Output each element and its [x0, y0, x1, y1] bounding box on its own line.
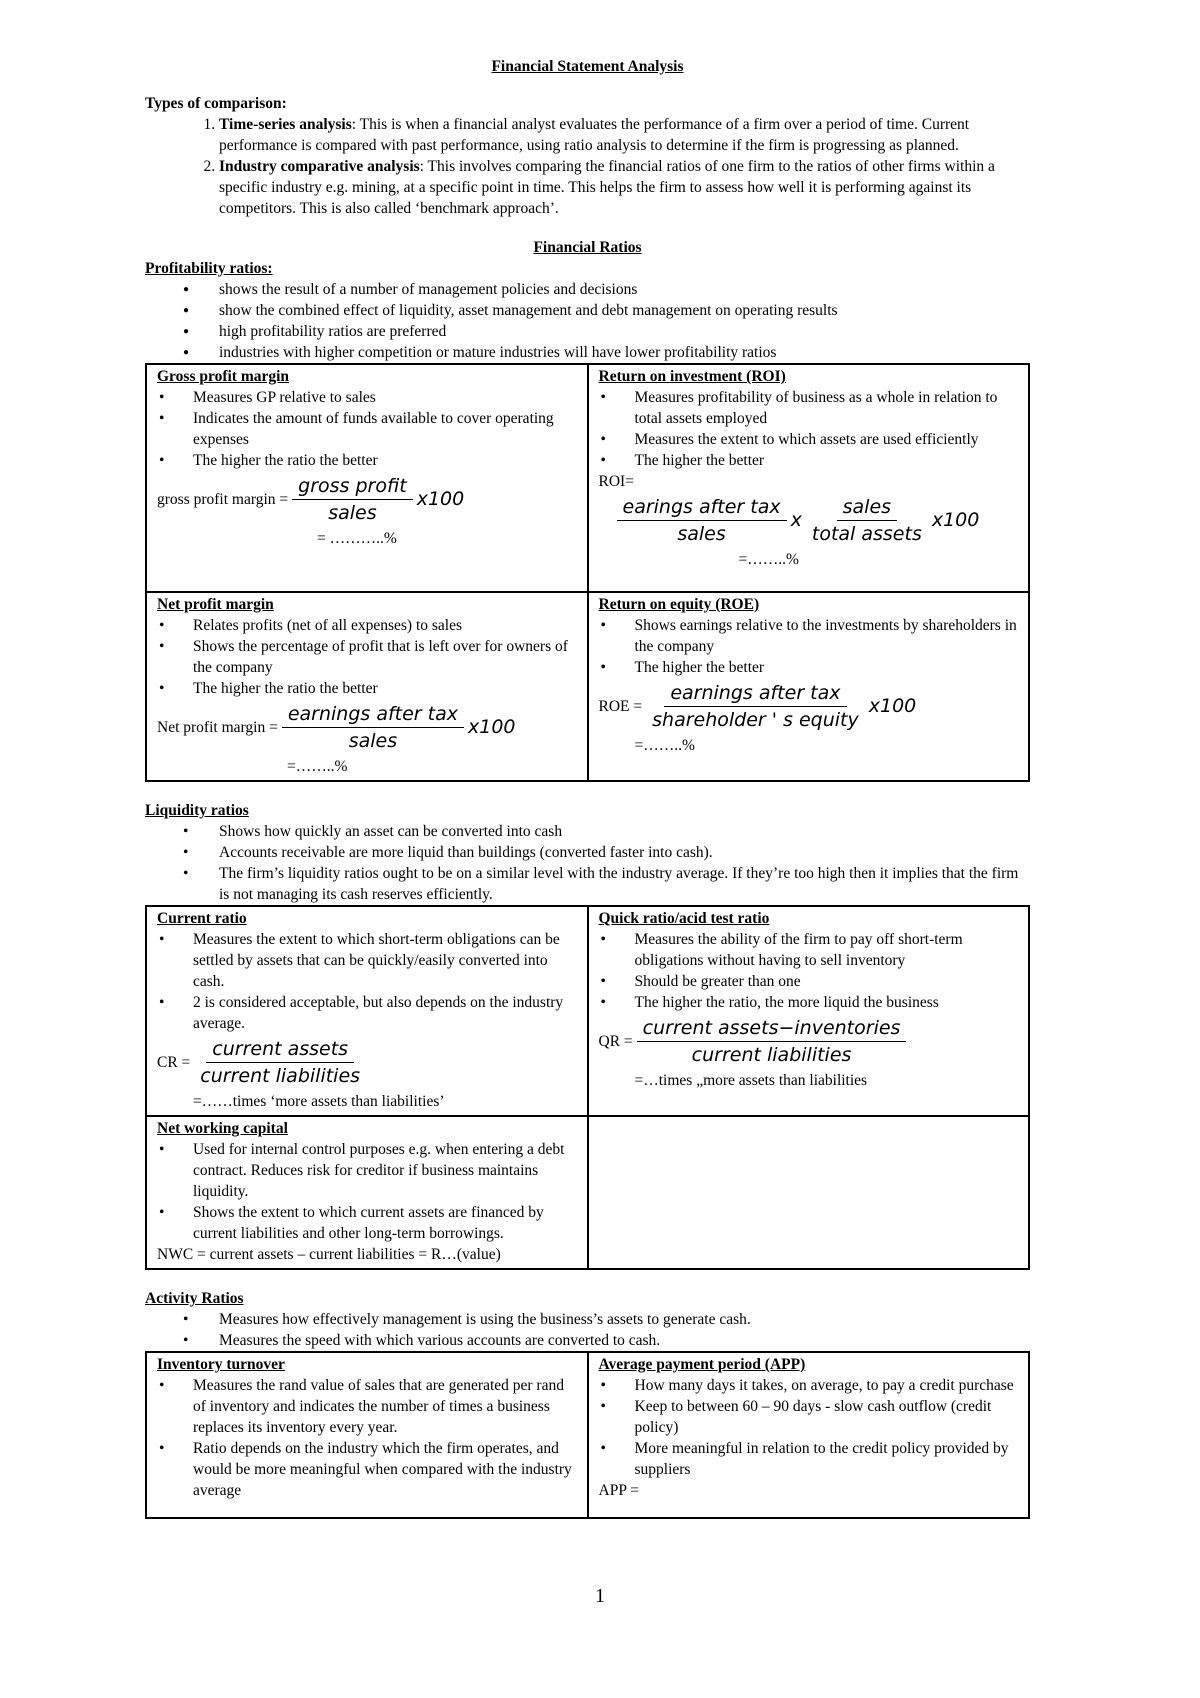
- list-item: • Measures the speed with which various accounts are converted to cash.: [219, 1330, 1030, 1351]
- roi-numerator-2: sales: [837, 494, 897, 521]
- roe-fraction: [646, 680, 865, 733]
- list-item: • The higher the ratio, the more liquid the business: [635, 992, 1021, 1013]
- list-item: • Should be greater than one: [635, 971, 1021, 992]
- nwc-bullets: [157, 1139, 579, 1244]
- list-item: ● high profitability ratios are preferred: [219, 321, 1030, 342]
- gpm-bullets: [157, 387, 579, 471]
- gpm-multiplier: x100: [416, 488, 465, 510]
- gpm-label: gross profit margin =: [157, 491, 289, 508]
- comparison-text: : This involves comparing the financial ratios of one firm to the ratios of other firms within a specific industry e.g. mining, at a specific point in time. This helps the firm to assess how well it is performing against its competitors. This is also called ‘benchmark approach’.: [219, 158, 995, 217]
- npm-numerator: earnings after tax: [282, 701, 464, 728]
- nwc-cell: [146, 1116, 588, 1269]
- app-formula: APP =: [598, 1482, 639, 1499]
- comparison-heading: Types of comparison:: [145, 95, 287, 112]
- list-item: • Measures the extent to which short-term obligations can be settled by assets that can be quickly/easily converted into cash.: [193, 929, 579, 992]
- qr-bullets: [599, 929, 1021, 1013]
- npm-fraction: [282, 701, 464, 754]
- liquidity-bullets: [145, 821, 1030, 905]
- list-item: • The higher the ratio the better: [193, 678, 579, 699]
- roi-label: ROI=: [598, 473, 634, 490]
- gpm-denominator: sales: [328, 502, 377, 524]
- profitability-heading: Profitability ratios:: [145, 260, 273, 277]
- cr-title: Current ratio: [157, 910, 247, 927]
- it-bullets: [157, 1375, 579, 1501]
- list-item: • Measures the ability of the firm to pay off short-term obligations without having to sell inventory: [635, 929, 1021, 971]
- list-item: • Shows earnings relative to the investments by shareholders in the company: [635, 615, 1021, 657]
- list-item: ● show the combined effect of liquidity, asset management and debt management on operating results: [219, 300, 1030, 321]
- list-item: • Measures the extent to which assets are used efficiently: [635, 429, 1021, 450]
- liquidity-heading: Liquidity ratios: [145, 802, 249, 819]
- comparison-list: [145, 114, 1030, 219]
- npm-result: =……..%: [287, 758, 348, 775]
- ratios-title: Financial Ratios: [533, 239, 642, 256]
- list-item: • Accounts receivable are more liquid than buildings (converted faster into cash).: [219, 842, 1030, 863]
- comparison-item: [219, 156, 1030, 219]
- roi-numerator-1: earings after tax: [617, 494, 787, 521]
- cr-denominator: current liabilities: [200, 1065, 361, 1087]
- comparison-item: [219, 114, 1030, 156]
- roi-denominator-2: total assets: [811, 523, 922, 545]
- roe-cell: [588, 592, 1030, 781]
- it-title: Inventory turnover: [157, 1356, 285, 1373]
- roe-bullets: [599, 615, 1021, 678]
- list-item: • Keep to between 60 – 90 days - slow cash outflow (credit policy): [635, 1396, 1021, 1438]
- gpm-numerator: gross profit: [292, 473, 413, 500]
- roe-label: ROE =: [598, 698, 643, 715]
- cr-cell: [146, 906, 588, 1116]
- list-item: ● shows the result of a number of management policies and decisions: [219, 279, 1030, 300]
- list-item: • Indicates the amount of funds available to cover operating expenses: [193, 408, 579, 450]
- gpm-fraction: [292, 473, 413, 526]
- roi-bullets: [599, 387, 1021, 471]
- app-cell: [588, 1352, 1030, 1518]
- list-item: • The firm’s liquidity ratios ought to be on a similar level with the industry average. If they’re too high then it implies that the firm is not managing its cash reserves efficiently.: [219, 863, 1030, 905]
- list-item: • 2 is considered acceptable, but also depends on the industry average.: [193, 992, 579, 1034]
- roe-numerator: earnings after tax: [664, 680, 846, 707]
- roi-title: Return on investment (ROI): [598, 368, 786, 385]
- roi-formula: [599, 494, 1021, 547]
- gpm-cell: [146, 364, 588, 592]
- app-title: Average payment period (APP): [598, 1356, 806, 1373]
- npm-formula: [157, 701, 579, 754]
- list-item: • Measures profitability of business as a whole in relation to total assets employed: [635, 387, 1021, 429]
- list-item: • Used for internal control purposes e.g. when entering a debt contract. Reduces risk for creditor if business maintains liquidity.: [193, 1139, 579, 1202]
- gpm-title: Gross profit margin: [157, 368, 290, 385]
- qr-formula: [599, 1015, 1021, 1068]
- npm-denominator: sales: [348, 730, 398, 752]
- gpm-formula: [157, 473, 579, 526]
- list-item: • Shows how quickly an asset can be converted into cash: [219, 821, 1030, 842]
- roi-times: x: [790, 509, 802, 531]
- list-item: ● industries with higher competition or mature industries will have lower profitability ratios: [219, 342, 1030, 363]
- roi-result: =……..%: [738, 551, 799, 568]
- nwc-title: Net working capital: [157, 1120, 288, 1137]
- roi-fraction-2: [806, 494, 928, 547]
- list-item: • How many days it takes, on average, to pay a credit purchase: [635, 1375, 1021, 1396]
- profitability-table: [145, 363, 1030, 782]
- empty-cell: [588, 1116, 1030, 1269]
- list-item: • Shows the extent to which current assets are financed by current liabilities and other long-term borrowings.: [193, 1202, 579, 1244]
- list-item: • Measures the rand value of sales that are generated per rand of inventory and indicates the number of times a business replaces its inventory every year.: [193, 1375, 579, 1438]
- list-item: • Relates profits (net of all expenses) to sales: [193, 615, 579, 636]
- roe-formula: [599, 680, 1021, 733]
- it-cell: [146, 1352, 588, 1518]
- list-item: • More meaningful in relation to the credit policy provided by suppliers: [635, 1438, 1021, 1480]
- list-item: • Measures how effectively management is using the business’s assets to generate cash.: [219, 1309, 1030, 1330]
- cr-result: =……times ‘more assets than liabilities’: [193, 1093, 445, 1110]
- roe-multiplier: x100: [868, 695, 917, 717]
- document-title: Financial Statement Analysis: [491, 58, 684, 75]
- comparison-text: : This is when a financial analyst evaluates the performance of a firm over a period of time. Current performance is compared with past performance, using ratio analysis to determine if the firm is progressing as planned.: [219, 116, 970, 154]
- npm-bullets: [157, 615, 579, 699]
- page-number: 1: [595, 1585, 605, 1607]
- activity-table: [145, 1351, 1030, 1519]
- qr-numerator: current assets−inventories: [637, 1015, 907, 1042]
- comparison-term: Time-series analysis: [219, 116, 352, 133]
- roi-cell: [588, 364, 1030, 592]
- roi-denominator-1: sales: [677, 523, 726, 545]
- roe-title: Return on equity (ROE): [598, 596, 760, 613]
- cr-numerator: current assets: [206, 1036, 354, 1063]
- npm-title: Net profit margin: [157, 596, 274, 613]
- list-item: • Shows the percentage of profit that is left over for owners of the company: [193, 636, 579, 678]
- roi-fraction-1: [617, 494, 787, 547]
- app-bullets: [599, 1375, 1021, 1480]
- roi-multiplier: x100: [931, 509, 980, 531]
- nwc-formula: NWC = current assets – current liabilities = R…(value): [157, 1246, 501, 1263]
- qr-denominator: current liabilities: [691, 1044, 852, 1066]
- cr-label: CR =: [157, 1054, 191, 1071]
- cr-fraction: [194, 1036, 366, 1089]
- activity-bullets: [145, 1309, 1030, 1351]
- cr-bullets: [157, 929, 579, 1034]
- cr-formula: [157, 1036, 579, 1089]
- npm-label: Net profit margin =: [157, 719, 278, 736]
- liquidity-table: [145, 905, 1030, 1270]
- roe-denominator: shareholder ' s equity: [652, 709, 859, 731]
- qr-label: QR =: [598, 1033, 633, 1050]
- document-page: [145, 52, 1030, 1519]
- list-item: • Ratio depends on the industry which the firm operates, and would be more meaningful when compared with the industry average: [193, 1438, 579, 1501]
- activity-heading: Activity Ratios: [145, 1290, 244, 1307]
- qr-title: Quick ratio/acid test ratio: [598, 910, 770, 927]
- qr-cell: [588, 906, 1030, 1116]
- gpm-result: = ………..%: [317, 530, 397, 547]
- list-item: • Measures GP relative to sales: [193, 387, 579, 408]
- profitability-bullets: [145, 279, 1030, 363]
- comparison-term: Industry comparative analysis: [219, 158, 420, 175]
- npm-cell: [146, 592, 588, 781]
- qr-fraction: [637, 1015, 907, 1068]
- roe-result: =……..%: [634, 737, 695, 754]
- list-item: • The higher the better: [635, 450, 1021, 471]
- list-item: • The higher the ratio the better: [193, 450, 579, 471]
- qr-result: =…times „more assets than liabilities: [634, 1072, 868, 1089]
- list-item: • The higher the better: [635, 657, 1021, 678]
- npm-multiplier: x100: [467, 716, 516, 738]
